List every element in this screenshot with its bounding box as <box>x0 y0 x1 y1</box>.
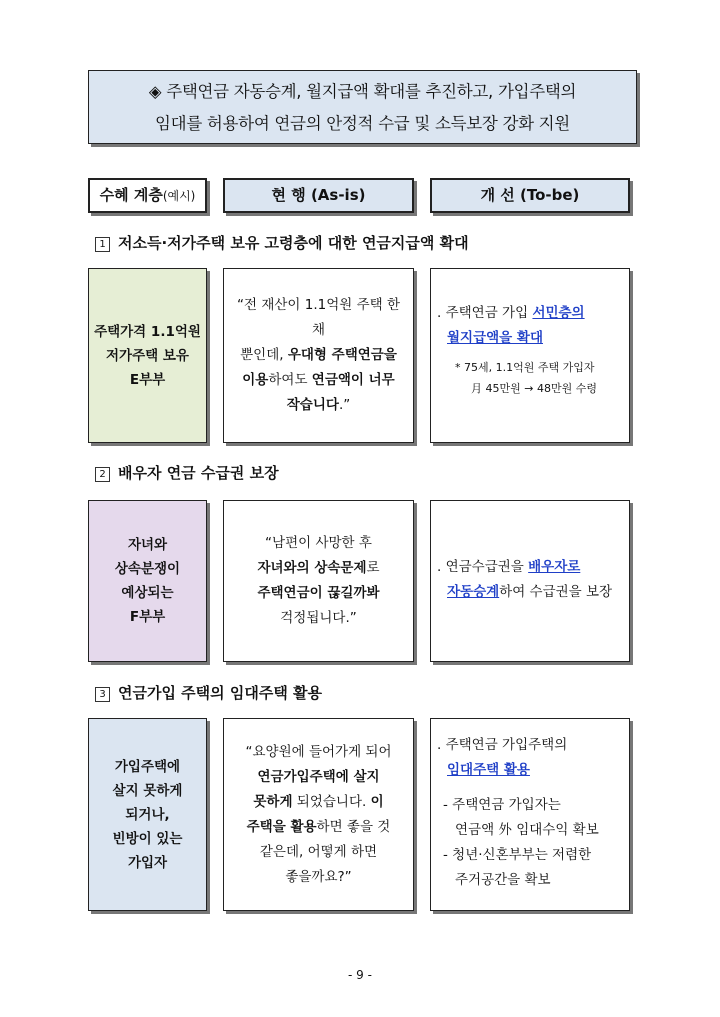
section-1-heading <box>95 232 469 253</box>
quote-line: “남편이 사망한 후 <box>265 535 372 551</box>
section-number-box: 3 <box>95 687 110 702</box>
beneficiary-line: 자녀와 <box>127 537 168 553</box>
quote-line: “요양원에 들어가게 되어 <box>245 743 392 760</box>
quote-line <box>257 556 379 581</box>
header-as-is: 현 행 (As-is) <box>223 178 414 213</box>
to-be-highlight: 임대주택 활용 <box>447 762 530 778</box>
quote-emphasis: 자녀와의 상속문제 <box>257 560 367 576</box>
quote-emphasis: 주택연금이 끊길까봐 <box>257 585 380 601</box>
quote-emphasis: 못하게 <box>253 793 293 810</box>
section-number-box: 1 <box>95 237 110 252</box>
to-be-line <box>437 758 625 783</box>
quote-emphasis: 이용 <box>242 372 269 388</box>
beneficiary-line: 저가주택 보유 <box>106 347 189 364</box>
as-is-quote-box <box>223 500 414 662</box>
quote-line <box>230 343 407 368</box>
to-be-line <box>437 580 625 605</box>
quote-line <box>230 393 407 418</box>
quote-text: 하여도 <box>268 372 312 388</box>
to-be-line <box>437 555 625 580</box>
beneficiary-line: 빈방이 있는 <box>112 830 183 847</box>
to-be-line <box>437 733 625 758</box>
to-be-text: 주택연금 가입주택의 <box>445 737 568 753</box>
quote-emphasis: 연금액이 너무 <box>311 372 395 388</box>
title-banner <box>88 70 637 144</box>
header-beneficiary-label: 수혜 계층 <box>99 186 163 204</box>
to-be-box <box>430 718 630 911</box>
to-be-line: - 주택연금 가입자는 <box>443 797 561 813</box>
quote-line <box>230 368 407 393</box>
quote-text: 뿐인데, <box>240 347 288 363</box>
quote-line <box>257 581 379 606</box>
to-be-line: 주거공간을 확보 <box>455 872 551 888</box>
header-to-be: 개 선 (To-be) <box>430 178 630 213</box>
to-be-highlight: 자동승계 <box>447 584 500 600</box>
banner-line-1: 주택연금 자동승계, 월지급액 확대를 추진하고, 가입주택의 <box>166 82 577 101</box>
to-be-highlight: 서민층의 <box>532 305 585 321</box>
header-beneficiary <box>88 178 207 213</box>
quote-line: 같은데, 어떻게 하면 <box>259 843 378 860</box>
beneficiary-box <box>88 500 207 662</box>
to-be-highlight: 배우자로 <box>528 559 581 575</box>
banner-line-2: 임대를 허용하여 연금의 안정적 수급 및 소득보장 강화 지원 <box>155 114 570 133</box>
as-is-quote-box <box>223 268 414 443</box>
section-3-heading <box>95 682 322 703</box>
quote-line <box>246 765 392 790</box>
quote-line <box>246 790 392 815</box>
beneficiary-line: 가입주택에 <box>114 758 181 775</box>
to-be-line <box>437 326 625 351</box>
to-be-line <box>437 301 625 326</box>
quote-emphasis: 우대형 주택연금을 <box>287 347 397 363</box>
to-be-text: 하여 수급권을 보장 <box>499 584 613 600</box>
quote-emphasis: 주택을 활용 <box>246 818 317 835</box>
quote-emphasis: 작습니다 <box>286 397 339 413</box>
quote-text: .” <box>338 397 351 413</box>
quote-text: 로 <box>366 560 380 576</box>
quote-line <box>246 815 392 840</box>
section-2-heading <box>95 462 279 483</box>
quote-text: 하면 좋을 것 <box>316 818 391 835</box>
header-beneficiary-sub: (예시) <box>162 189 196 203</box>
beneficiary-line: 되거나, <box>125 806 170 823</box>
to-be-text: 연금수급권을 <box>445 559 529 575</box>
beneficiary-line: 살지 못하게 <box>112 782 183 799</box>
beneficiary-line: E부부 <box>129 371 166 388</box>
footnote-line: * 75세, 1.1억원 주택 가입자 <box>455 361 595 374</box>
quote-line: 좋을까요?” <box>285 868 352 885</box>
beneficiary-line: 주택가격 1.1억원 <box>94 323 201 340</box>
section-number-box: 2 <box>95 467 110 482</box>
beneficiary-line: 예상되는 <box>121 585 174 601</box>
bullet-dot: . <box>437 559 442 575</box>
quote-line: 걱정됩니다.” <box>280 610 357 626</box>
as-is-quote-box <box>223 718 414 911</box>
to-be-line: 연금액 外 임대수익 확보 <box>455 822 599 838</box>
beneficiary-line: 가입자 <box>127 854 168 871</box>
section-title: 연금가입 주택의 임대주택 활용 <box>118 684 323 702</box>
to-be-box <box>430 500 630 662</box>
bullet-dot: . <box>437 737 442 753</box>
beneficiary-box <box>88 718 207 911</box>
to-be-text: 주택연금 가입 <box>445 305 533 321</box>
bullet-dot: . <box>437 305 442 321</box>
beneficiary-line: 상속분쟁이 <box>114 561 181 577</box>
diamond-bullet-icon: ◈ <box>148 82 162 101</box>
page-number: - 9 - <box>348 968 372 982</box>
quote-line: “전 재산이 1.1억원 주택 한 채 <box>237 297 400 338</box>
quote-text: 되었습니다. <box>292 793 371 810</box>
beneficiary-line: F부부 <box>129 609 166 625</box>
beneficiary-box <box>88 268 207 443</box>
section-title: 저소득·저가주택 보유 고령층에 대한 연금지급액 확대 <box>118 234 469 252</box>
footnote-line: 月 45만원 → 48만원 수령 <box>471 382 597 395</box>
to-be-box <box>430 268 630 443</box>
to-be-highlight: 월지급액을 확대 <box>447 330 543 346</box>
quote-emphasis: 연금가입주택에 살지 <box>257 768 380 785</box>
section-title: 배우자 연금 수급권 보장 <box>118 464 279 482</box>
to-be-line: - 청년·신혼부부는 저렴한 <box>443 847 592 863</box>
quote-emphasis: 이 <box>370 793 384 810</box>
